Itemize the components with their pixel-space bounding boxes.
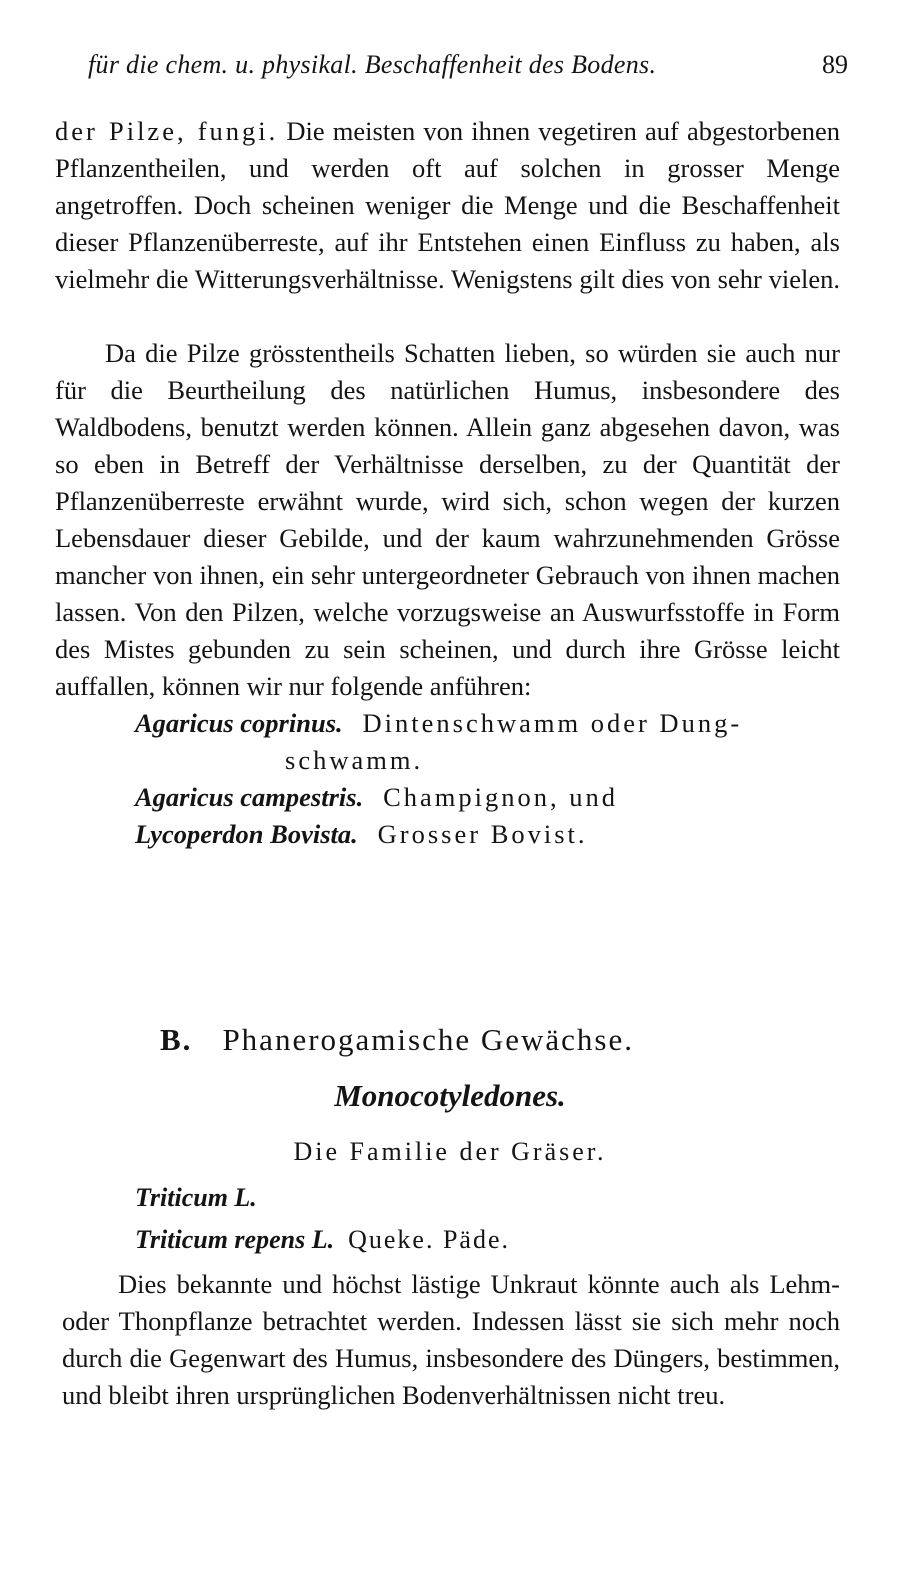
paragraph-fungi-shade: Da die Pilze grösstentheils Schatten lieben, so würden sie auch nur für die Beurtheilung des natürlichen Humus, insbesondere des Waldbodens, benutzt werden können. Allein ganz abgesehen davon, was so eben in Betreff der Verhältnisse derselben, zu der Quantität der Pflanzenüberreste erwähnt wurde, wird sich, schon wegen der kurzen Lebensdauer dieser Gebilde, und der kaum wahrzunehmenden Grösse mancher von ihnen, ein sehr untergeordneter Gebrauch von ihnen machen lassen. Von den Pilzen, welche vorzugsweise an Auswurfsstoffe in Form des Mistes gebunden zu sein scheinen, und durch ihre Grösse leicht auffallen, können wir nur folgende anführen: (55, 338, 840, 701)
species-item-1 (55, 705, 840, 742)
species-line (135, 1225, 510, 1255)
species-common-continued: schwamm. (285, 745, 424, 775)
section-title: Phanerogamische Gewächse. (222, 1022, 634, 1057)
running-title: für die chem. u. physikal. Beschaffenheit des Bodens. (88, 50, 657, 79)
paragraph-fungi-intro-text: Die meisten von ihnen vegetiren auf abgestorbenen Pflanzentheilen, und werden oft auf solchen in grosser Menge angetroffen. Doch scheinen weniger die Menge und die Beschaffenheit dieser Pflanzenüberreste, auf ihr Entstehen einen Einfluss zu haben, als vielmehr die Witterungsverhältnisse. Wenigstens gilt dies von sehr vielen. (55, 116, 840, 294)
paragraph-quecke: Dies bekannte und höchst lästige Unkraut könnte auch als Lehm- oder Thonpflanze betrachtet werden. Indessen lässt sie sich mehr noch durch die Gegenwart des Humus, insbesondere des Düngers, bestimmen, und bleibt ihren ursprünglichen Bodenverhältnissen nicht treu. (62, 1269, 840, 1410)
species-common: Champignon, und (383, 782, 619, 812)
section-letter: B. (160, 1022, 193, 1057)
paragraph-fungi-intro (55, 113, 840, 335)
species-common: Queke. Päde. (348, 1225, 510, 1254)
species-latin: Lycoperdon Bovista. (135, 819, 358, 849)
page-header (88, 50, 848, 90)
closing-paragraph (62, 1266, 840, 1414)
main-text (55, 113, 840, 853)
section-heading (160, 1022, 760, 1058)
species-item-1-continued (55, 742, 840, 779)
page-number: 89 (822, 50, 848, 79)
fungi-heading: der Pilze, fungi. (55, 116, 279, 146)
species-item-2 (55, 779, 840, 816)
species-latin: Agaricus coprinus. (135, 708, 343, 738)
species-common: Grosser Bovist. (377, 819, 588, 849)
species-latin: Agaricus campestris. (135, 782, 364, 812)
genus-line: Triticum L. (135, 1183, 257, 1212)
species-common: Dintenschwamm oder Dung- (362, 708, 743, 738)
family-heading: Die Familie der Gräser. (293, 1137, 607, 1166)
species-item-3 (55, 816, 840, 853)
species-latin: Triticum repens L. (135, 1225, 335, 1254)
subsection-heading: Monocotyledones. (334, 1078, 566, 1113)
